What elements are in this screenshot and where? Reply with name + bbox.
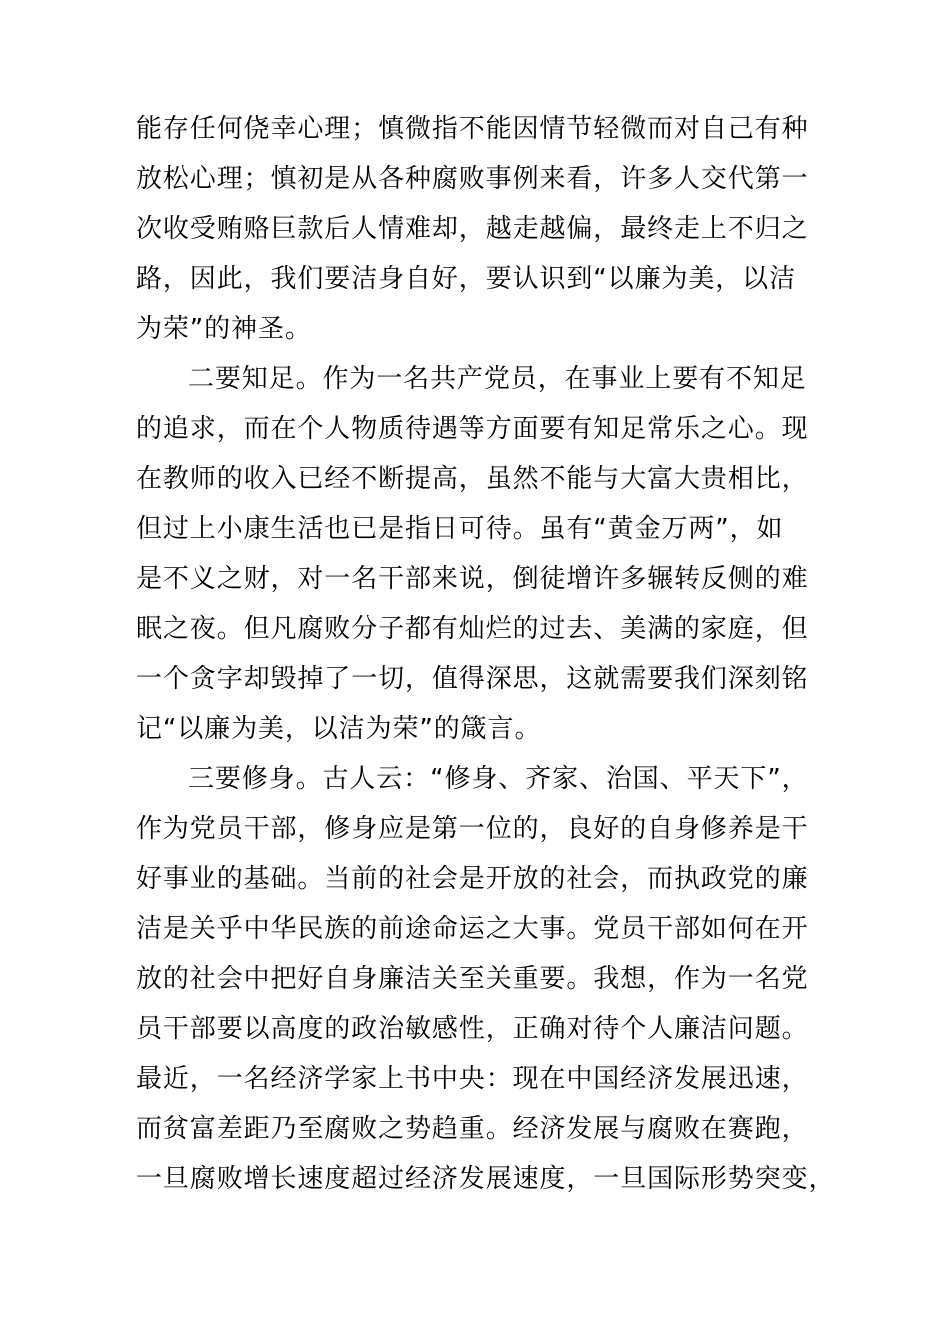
text-line: 最近，一名经济学家上书中央：现在中国经济发展迅速， <box>136 1064 809 1094</box>
text-line: 记“以廉为美，以洁为荣”的箴言。 <box>136 714 542 744</box>
text-line: 洁是关乎中华民族的前途命运之大事。党员干部如何在开 <box>136 914 809 944</box>
paragraph-start-line: 二要知足。作为一名共产党员，在事业上要有不知足 <box>188 364 807 394</box>
text-line: 次收受贿赂巨款后人情难却，越走越偏，最终走上不归之 <box>136 214 809 244</box>
text-line: 眠之夜。但凡腐败分子都有灿烂的过去、美满的家庭，但 <box>136 614 809 644</box>
text-line: 而贫富差距乃至腐败之势趋重。经济发展与腐败在赛跑， <box>136 1114 809 1144</box>
text-line: 员干部要以高度的政治敏感性，正确对待个人廉洁问题。 <box>136 1014 809 1044</box>
paragraph-start-line: 三要修身。古人云：“修身、齐家、治国、平天下”， <box>188 764 809 794</box>
text-line: 一个贪字却毁掉了一切，值得深思，这就需要我们深刻铭 <box>136 664 809 694</box>
text-line: 放松心理；慎初是从各种腐败事例来看，许多人交代第一 <box>136 164 809 194</box>
text-line: 为荣”的神圣。 <box>136 314 312 344</box>
text-line: 能存任何侥幸心理；慎微指不能因情节轻微而对自己有种 <box>136 114 809 144</box>
text-line: 作为党员干部，修身应是第一位的，良好的自身修养是干 <box>136 814 809 844</box>
text-line: 是不义之财，对一名干部来说，倒徒增许多辗转反侧的难 <box>136 564 809 594</box>
text-line: 在教师的收入已经不断提高，虽然不能与大富大贵相比， <box>136 464 809 494</box>
text-line: 但过上小康生活也已是指日可待。虽有“黄金万两”，如 <box>136 514 784 544</box>
text-line: 好事业的基础。当前的社会是开放的社会，而执政党的廉 <box>136 864 809 894</box>
text-line: 路，因此，我们要洁身自好，要认识到“以廉为美，以洁 <box>136 264 796 294</box>
text-line: 的追求，而在个人物质待遇等方面要有知足常乐之心。现 <box>136 414 809 444</box>
text-line: 放的社会中把好自身廉洁关至关重要。我想，作为一名党 <box>136 964 809 994</box>
text-line: 一旦腐败增长速度超过经济发展速度，一旦国际形势突变， <box>136 1164 836 1194</box>
